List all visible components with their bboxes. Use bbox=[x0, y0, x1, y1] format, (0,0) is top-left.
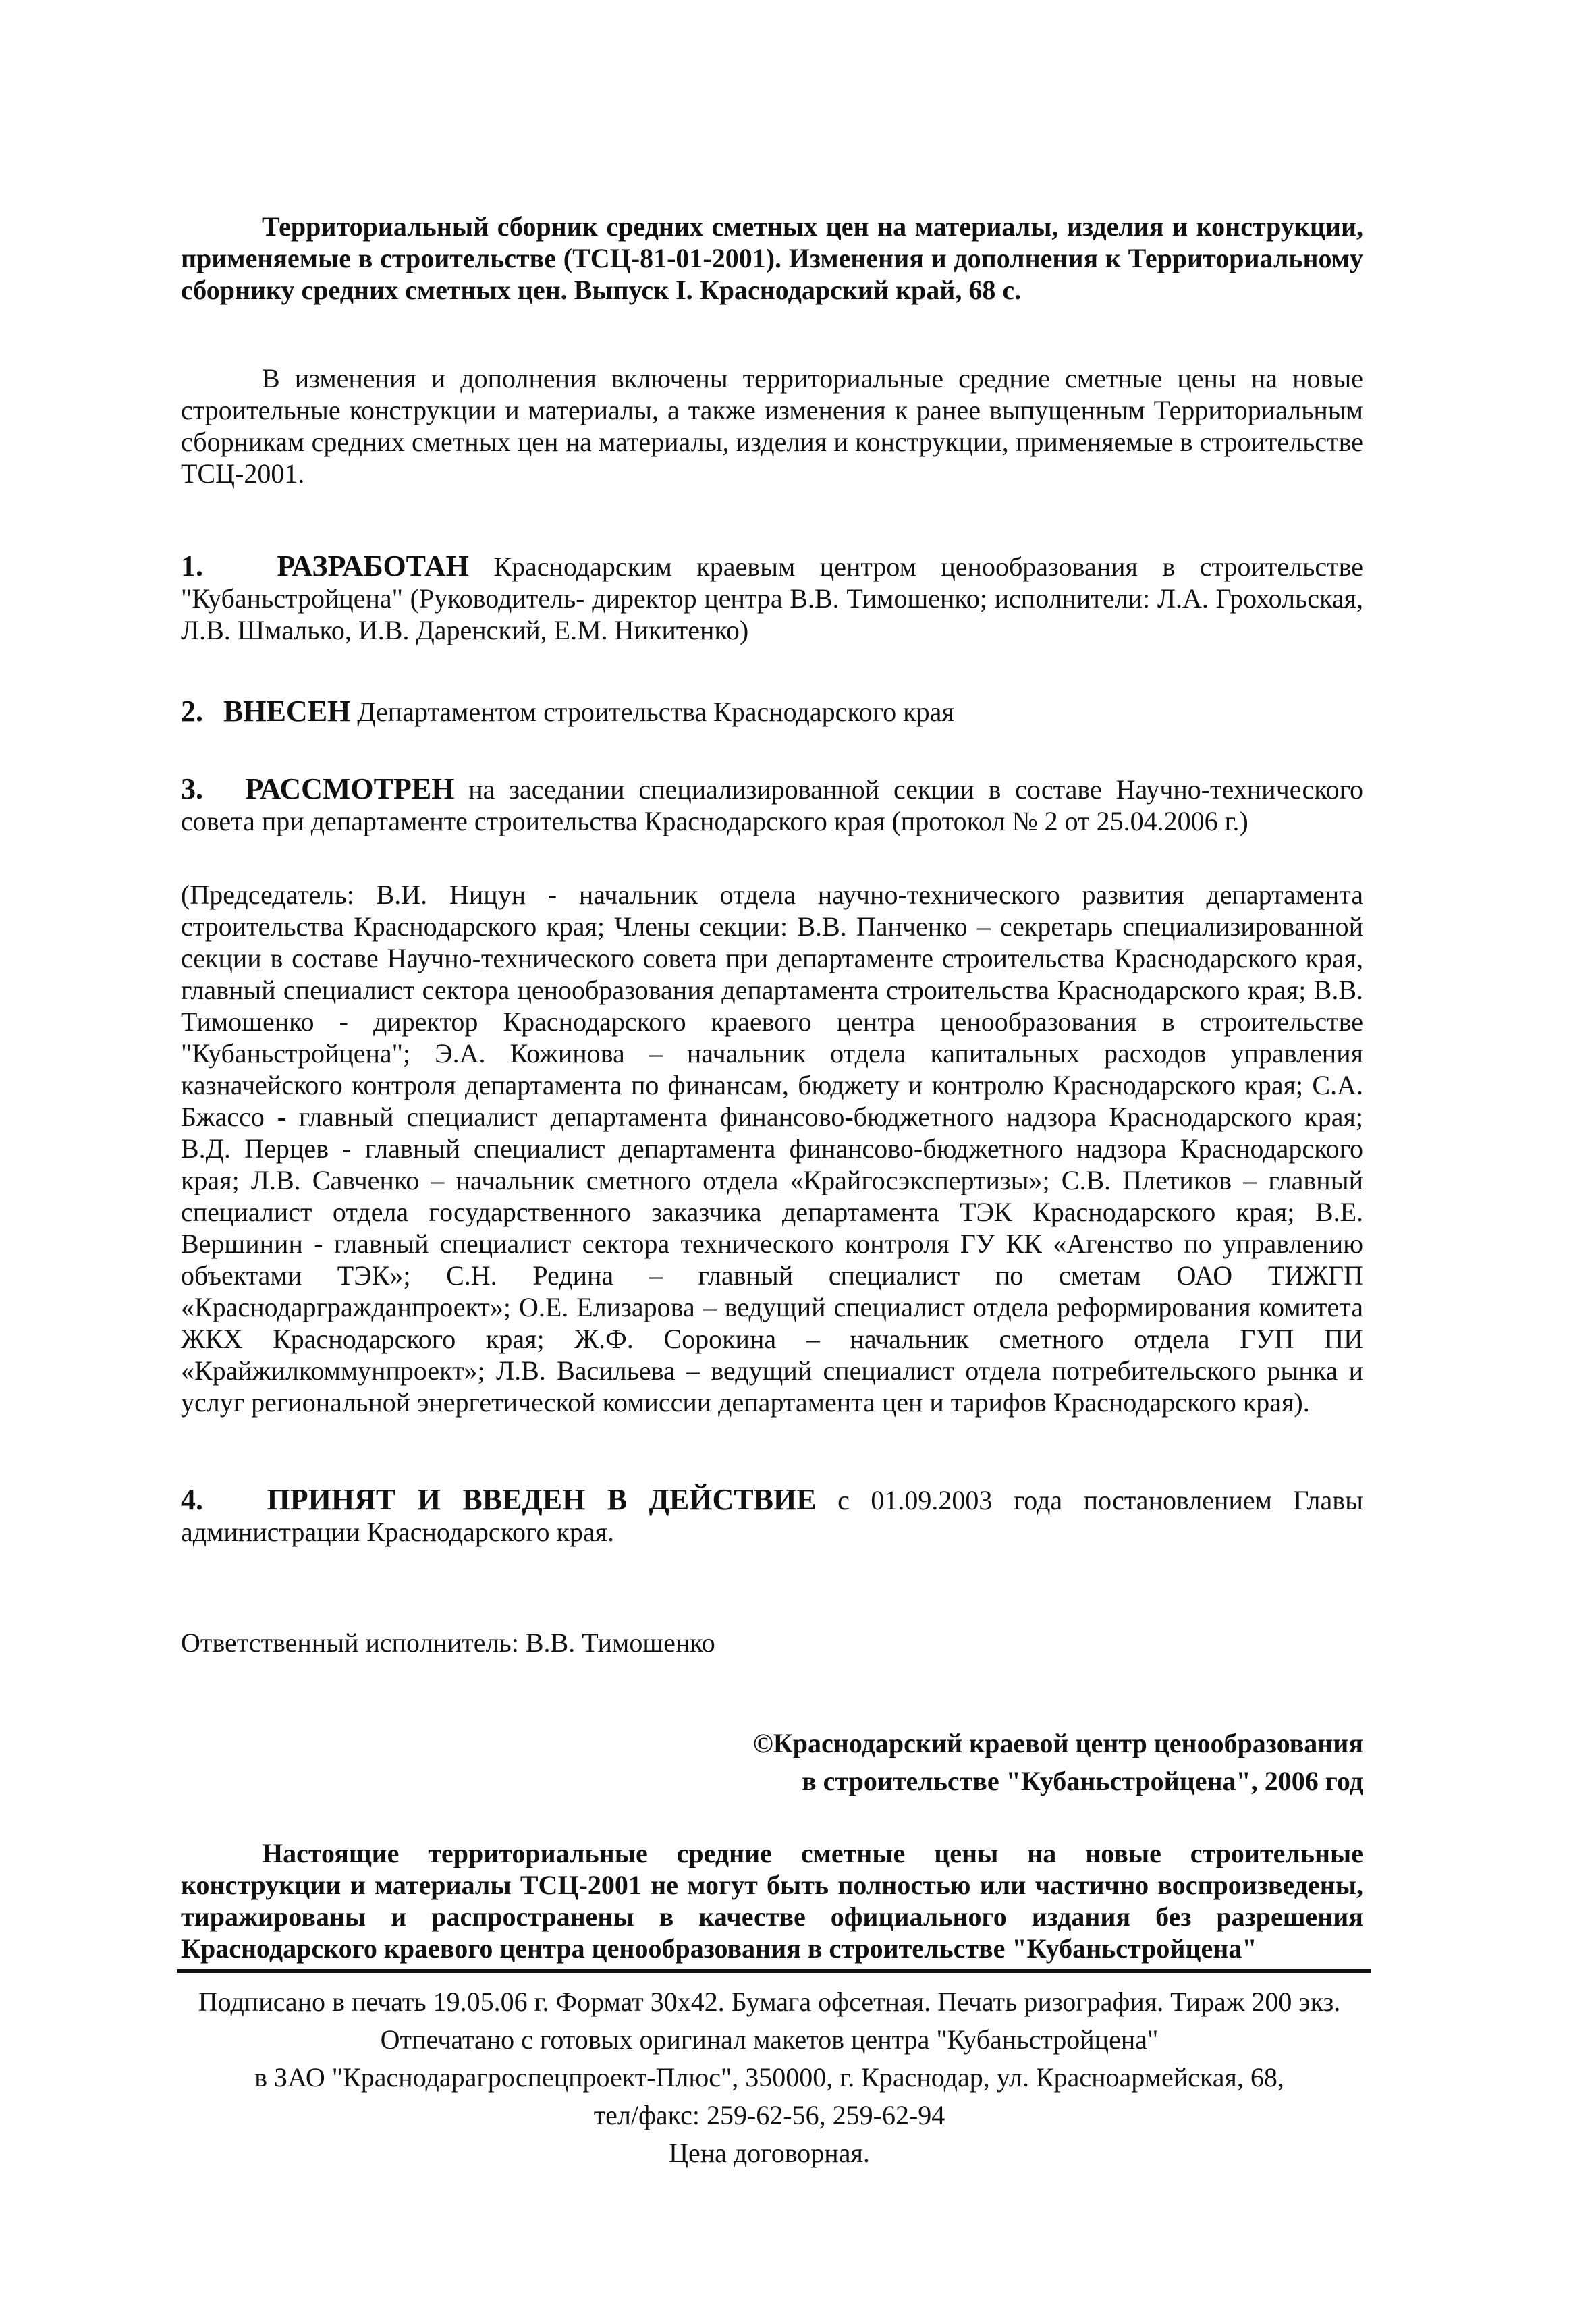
section-4 bbox=[181, 1484, 1363, 1548]
imprint-line-1: Подписано в печать 19.05.06 г. Формат 30х42. Бумага офсетная. Печать ризография. Тираж 200 экз. bbox=[198, 1987, 1341, 2017]
section-3-heading: РАССМОТРЕН bbox=[245, 772, 455, 805]
section-3 bbox=[181, 773, 1363, 837]
section-1-text: Краснодарским краевым центром ценообразования в строительстве "Кубаньстройцена" (Руководитель- директор центра В.В. Тимошенко; исполнители: Л.А. Грохольская, Л.В. Шмалько, И.В. Даренский, Е.М. Никитенко) bbox=[181, 551, 1364, 645]
section-3-number: 3. bbox=[181, 772, 203, 805]
section-1-heading: РАЗРАБОТАН bbox=[277, 549, 469, 583]
committee-paragraph: (Председатель: В.И. Ницун - начальник отдела научно-технического развития департамента строительства Краснодарского края; Члены секции: В.В. Панченко – секретарь специализированной секции в составе Научно-технического совета при департаменте строительства Краснодарского края, главный специалист сектора ценообразования департамента строительства Краснодарского края; В.В. Тимошенко - директор Краснодарского краевого центра ценообразования в строительстве "Кубаньстройцена"; Э.А. Кожинова – начальник отдела капитальных расходов управления казначейского контроля департамента по финансам, бюджету и контролю Краснодарского края; С.А. Бжассо - главный специалист департамента финансово-бюджетного надзора Краснодарского края; В.Д. Перцев - главный специалист департамента финансово-бюджетного надзора Краснодарского края; Л.В. Савченко – начальник сметного отдела «Крайгосэкспертизы»; С.В. Плетиков – главный специалист отдела государственного заказчика департамента ТЭК Краснодарского края; В.Е. Вершинин - главный специалист сектора технического контроля ГУ КК «Агенство по управлению объектами ТЭК»; С.Н. Редина – главный специалист по сметам ОАО ТИЖГП «Краснодаргражданпроект»; О.Е. Елизарова – ведущий специалист отдела реформирования комитета ЖКХ Краснодарского края; Ж.Ф. Сорокина – начальник сметного отдела ГУП ПИ «Крайжилкоммунпроект»; Л.В. Васильева – ведущий специалист отдела потребительского рынка и услуг региональной энергетической комиссии департамента цен и тарифов Краснодарского края). bbox=[181, 880, 1363, 1418]
imprint-line-3: в ЗАО "Краснодарагроспецпроект-Плюс", 350000, г. Краснодар, ул. Красноармейская, 68, bbox=[254, 2062, 1284, 2093]
section-3-text: на заседании специализированной секции в составе Научно-технического совета при департаменте строительства Краснодарского края (протокол № 2 от 25.04.2006 г.) bbox=[181, 774, 1364, 836]
section-4-text: с 01.09.2003 года постановлением Главы администрации Краснодарского края. bbox=[181, 1485, 1364, 1547]
copyright-block bbox=[553, 1725, 1363, 1800]
section-1 bbox=[181, 550, 1363, 646]
header-paragraph: Территориальный сборник средних сметных цен на материалы, изделия и конструкции, применяемые в строительстве (ТСЦ-81-01-2001). Изменения и дополнения к Территориальному сборнику средних сметных цен. Выпуск I. Краснодарский край, 68 с. bbox=[181, 211, 1363, 305]
section-1-number: 1. bbox=[181, 549, 203, 583]
imprint-line-4: тел/факс: 259-62-56, 259-62-94 bbox=[593, 2100, 945, 2130]
section-2-text: Департаментом строительства Краснодарского края bbox=[357, 697, 954, 727]
section-2-number: 2. bbox=[181, 695, 203, 728]
imprint-block bbox=[108, 1983, 1431, 2172]
section-2-heading: ВНЕСЕН bbox=[223, 695, 351, 728]
divider-rule bbox=[177, 1969, 1371, 1973]
section-4-number: 4. bbox=[181, 1483, 203, 1516]
imprint-line-5: Цена договорная. bbox=[669, 2138, 870, 2168]
section-4-heading: ПРИНЯТ И ВВЕДЕН В ДЕЙСТВИЕ bbox=[267, 1483, 817, 1516]
imprint-line-2: Отпечатано с готовых оригинал макетов центра "Кубаньстройцена" bbox=[380, 2024, 1159, 2055]
responsible-line: Ответственный исполнитель: В.В. Тимошенко bbox=[181, 1627, 715, 1658]
notice-paragraph: Настоящие территориальные средние сметные цены на новые строительные конструкции и материалы ТСЦ-2001 не могут быть полностью или частично воспроизведены, тиражированы и распространены в качестве официального издания без разрешения Краснодарского краевого центра ценообразования в строительстве "Кубаньстройцена" bbox=[181, 1838, 1363, 1964]
section-2 bbox=[181, 695, 1363, 728]
copyright-line-2: в строительстве "Кубаньстройцена", 2006 год bbox=[802, 1766, 1363, 1796]
intro-paragraph: В изменения и дополнения включены территориальные средние сметные цены на новые строительные конструкции и материалы, а также изменения к ранее выпущенным Территориальным сборникам средних сметных цен на материалы, изделия и конструкции, применяемые в строительстве ТСЦ-2001. bbox=[181, 363, 1363, 489]
copyright-line-1: ©Краснодарский краевой центр ценообразования bbox=[752, 1728, 1363, 1758]
